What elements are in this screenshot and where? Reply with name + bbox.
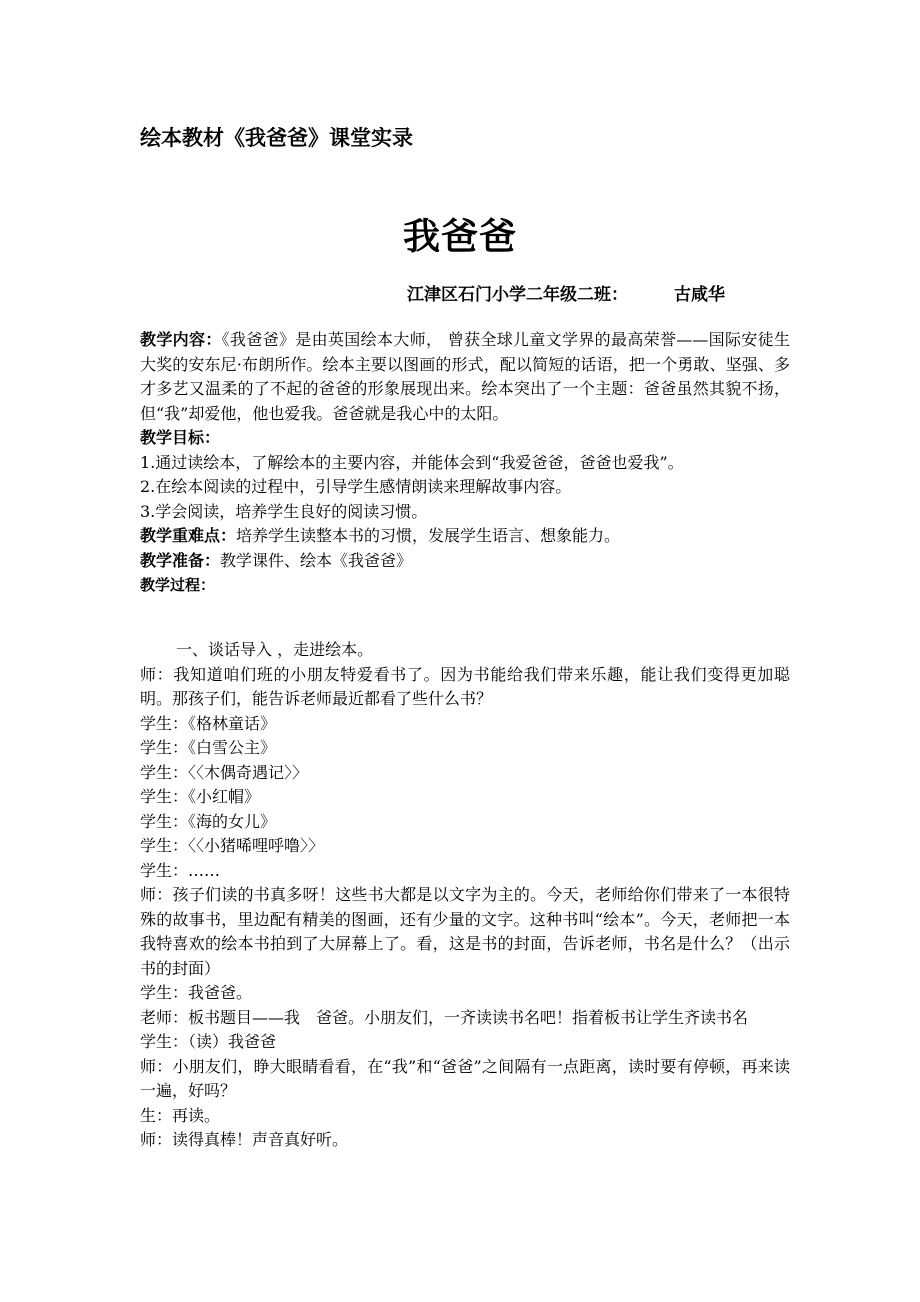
dialogue-line: 学生：我爸爸。 [140,983,253,1002]
goal-item: 1.通过读绘本，了解绘本的主要内容，并能体会到“我爱爸爸，爸爸也爱我”。 [140,452,684,472]
dialogue-line: 师：读得真棒！声音真好听。 [140,1130,349,1149]
author-line [407,280,725,305]
difficulty-text: 培养学生读整本书的习惯，发展学生语言、想象能力。 [236,526,621,545]
lesson-title: 我爸爸 [403,215,517,258]
dialogue-line: 学生：〈〈小猪唏哩呼噜〉〉 [140,836,325,855]
preparation-label: 教学准备： [140,550,221,570]
dialogue-line: 学生：《格林童话》 [140,713,277,733]
dialogue-line: 学生：（读）我爸爸 [140,1032,277,1051]
preparation-text: 教学课件、绘本《我爸爸》 [220,550,413,570]
content-paragraph [140,328,790,426]
section-heading: 一、谈话导入 ，走进绘本。 [176,640,374,659]
preparation-paragraph [140,549,790,574]
dialogue-line: 学生：《小红帽》 [140,787,261,806]
process-heading [140,573,790,598]
goal-item: 2.在绘本阅读的过程中，引导学生感情朗读来理解故事内容。 [140,477,572,496]
author-name: 古咸华 [674,285,725,305]
document-heading: 绘本教材《我爸爸》课堂实录 [140,125,413,150]
dialogue-line: 学生：〈〈木偶奇遇记〉〉 [140,762,309,782]
classroom-dialogue [140,638,790,1153]
dialogue-line: 师：我知道咱们班的小朋友特爱看书了。因为书能给我们带来乐趣，能让我们变得更加聪明。那孩子们，能告诉老师最近都看了些什么书？ [140,664,790,708]
dialogue-line: 学生：《海的女儿》 [140,811,277,831]
process-label: 教学过程： [140,576,216,594]
goal-item: 3.学会阅读，培养学生良好的阅读习惯。 [140,501,428,521]
content-text: 《我爸爸》是由英国绘本大师， 曾获全球儿童文学界的最高荣誉——国际安徒生大奖的安东尼·布朗所作。绘本主要以图画的形式，配以简短的话语，把一个勇敢、坚强、多才多艺又温柔的了不起的爸爸的形象展现出来。绘本突出了一个主题：爸爸虽然其貌不扬，但“我”却爱他，他也爱我。爸爸就是我心中的太阳。 [140,330,790,423]
dialogue-line: 师：小朋友们，睁大眼睛看看，在“我”和“爸爸”之间隔有一点距离，读时要有停顿，再来读一遍，好吗？ [140,1056,790,1100]
difficulty-paragraph [140,524,790,549]
dialogue-line: 生：再读。 [140,1105,221,1125]
goals-heading [140,426,790,451]
difficulty-label: 教学重难点： [140,526,237,545]
goals-label: 教学目标： [140,428,221,447]
dialogue-line: 老师：板书题目——我 爸爸。小朋友们，一齐读读书名吧！指着板书让学生齐读书名 [140,1007,749,1027]
dialogue-line: 师：孩子们读的书真多呀！这些书大都是以文字为主的。今天，老师给你们带来了一本很特殊的故事书，里边配有精美的图画，还有少量的文字。这种书叫“绘本”。今天，老师把一本我特喜欢的绘本书拍到了大屏幕上了。看，这是书的封面，告诉老师，书名是什么？（出示书的封面） [140,885,790,978]
content-label: 教学内容： [140,330,222,349]
dialogue-line: 学生：《白雪公主》 [140,738,277,757]
dialogue-line: 学生：…… [140,860,221,880]
lesson-plan-section [140,328,790,598]
author-school-class: 江津区石门小学二年级二班： [407,285,628,305]
